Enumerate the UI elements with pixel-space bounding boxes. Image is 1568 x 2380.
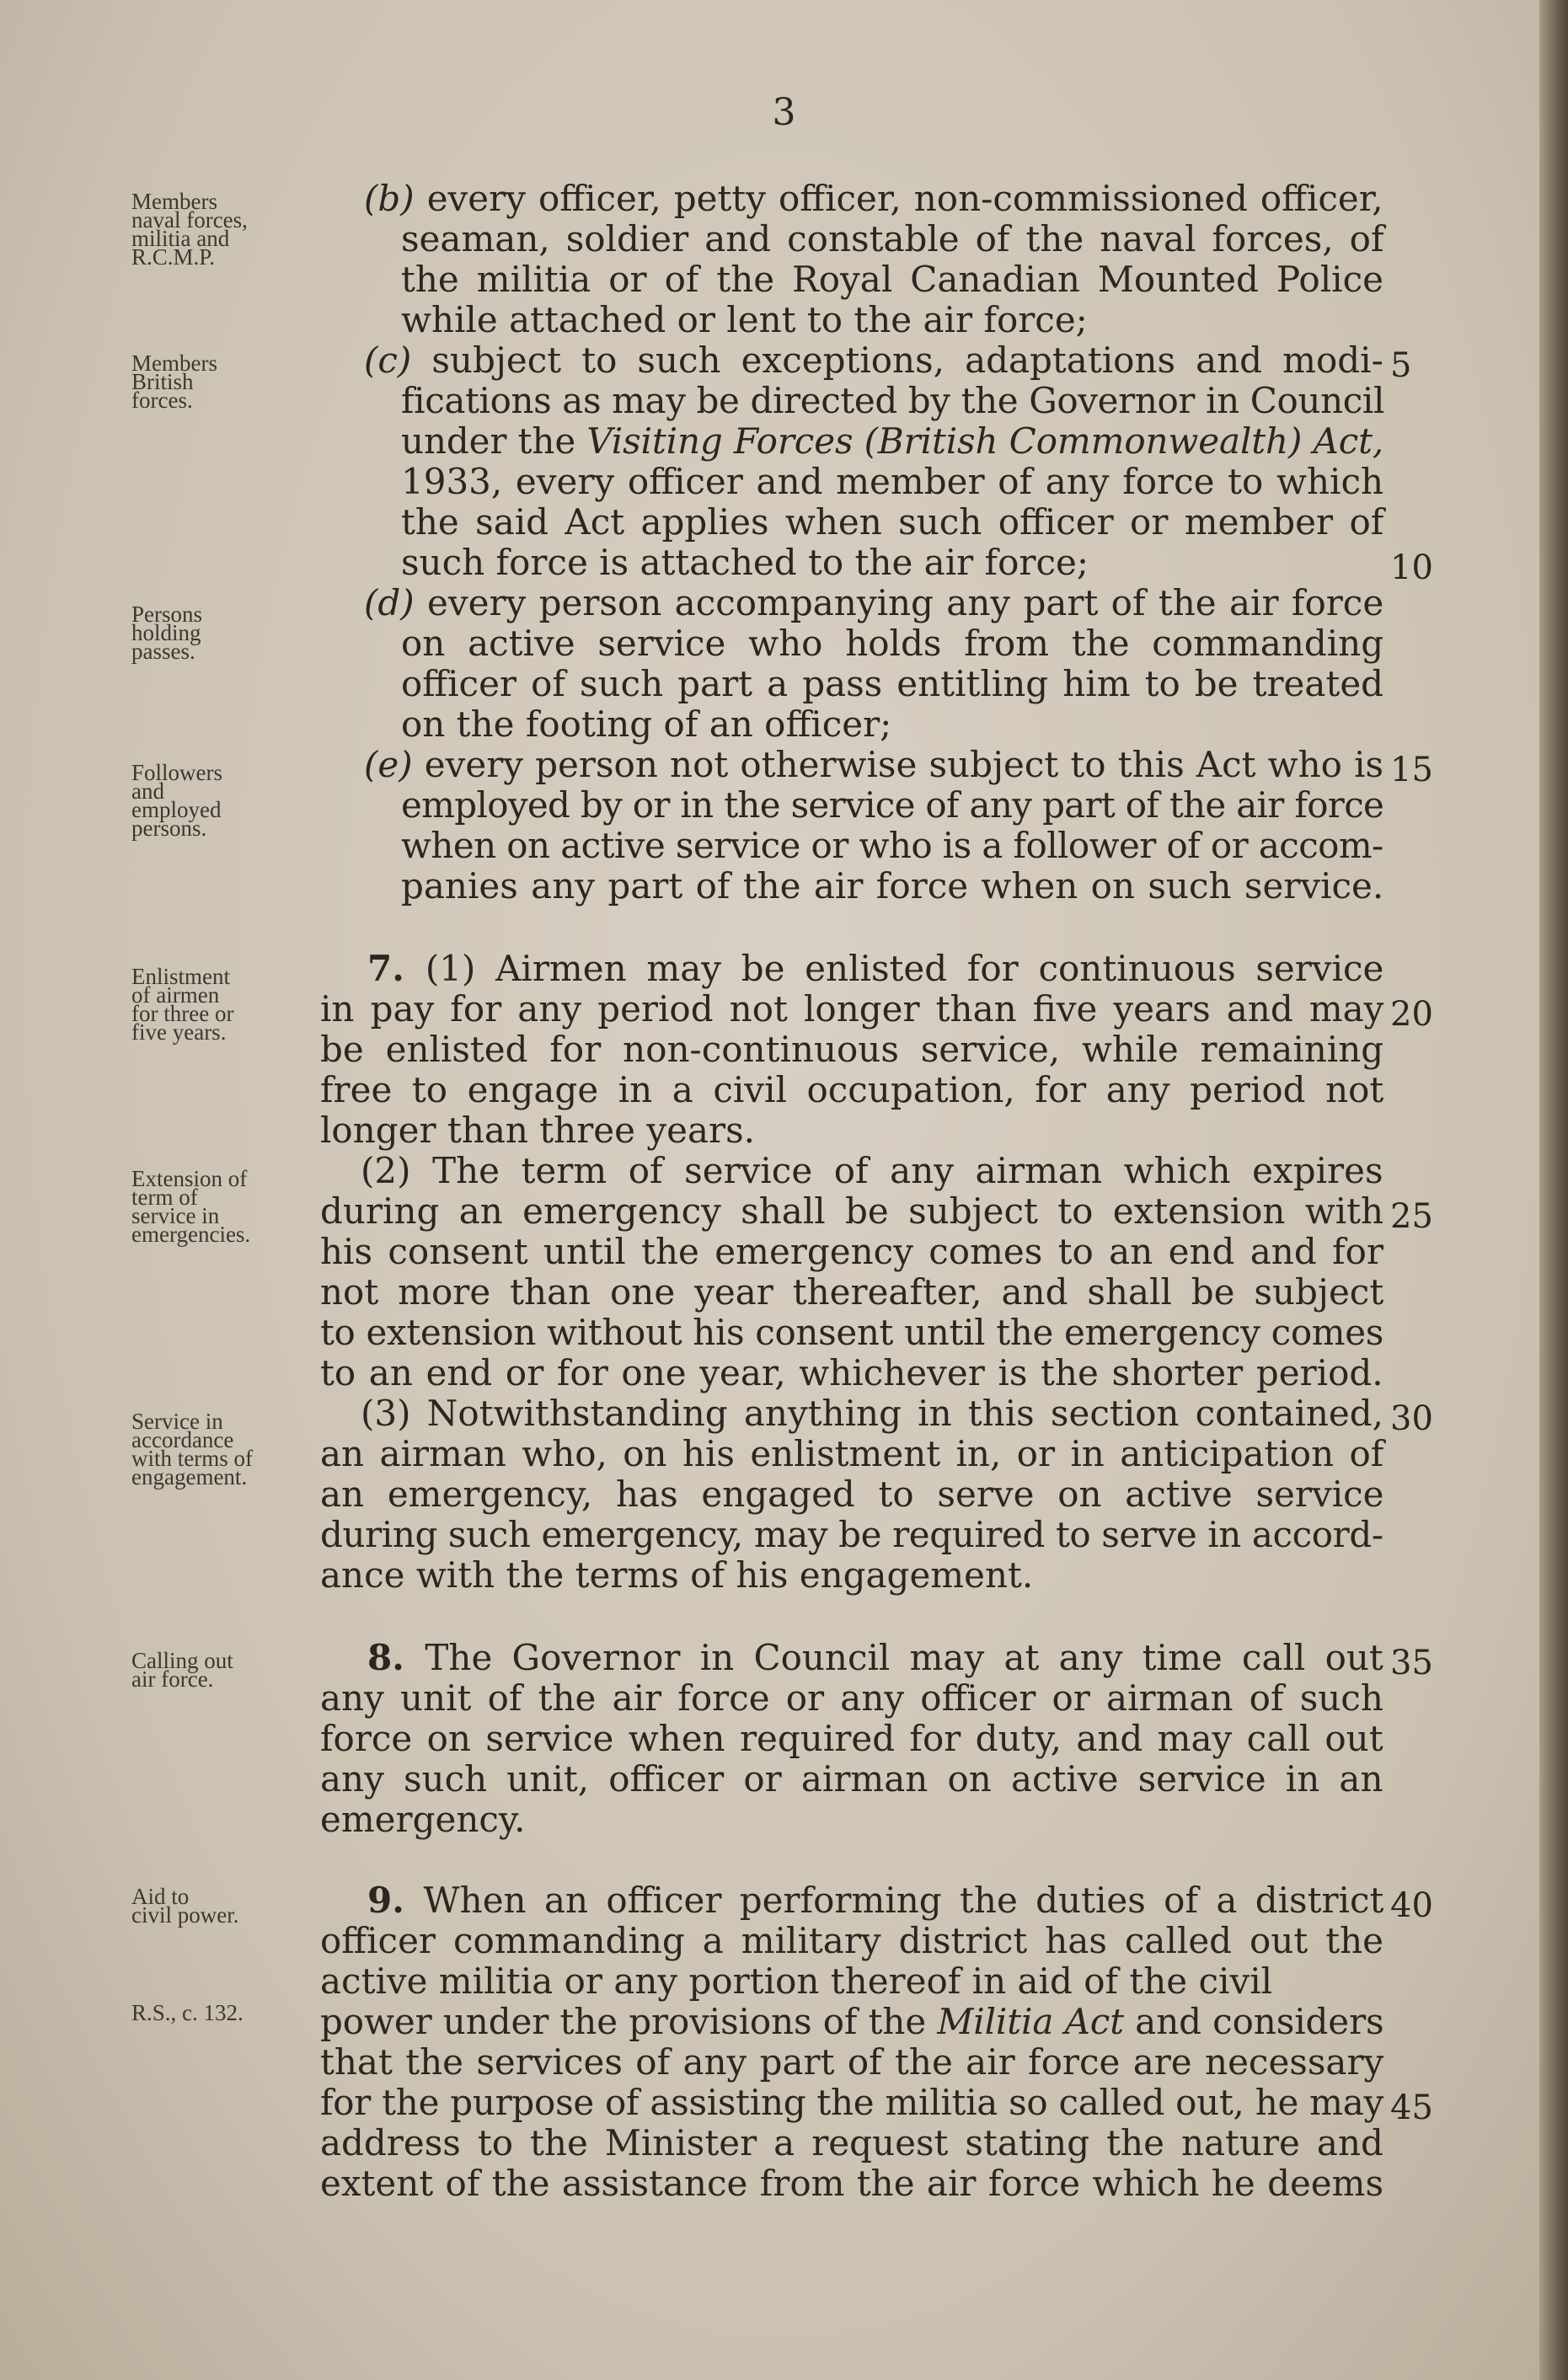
text-line [0,1474,1568,1515]
text-line [0,542,1568,587]
margin-note-line: Aid to [131,1884,190,1909]
text-line [0,1800,1568,1840]
text-segment: address to the Minister a request stating the nature and [320,2122,1383,2163]
text-line [0,1393,1568,1438]
text-segment: When an officer performing the duties of a district [423,1880,1384,1921]
text-segment: (3) Notwithstanding anything in this section contained, [361,1393,1384,1434]
line-number: 45 [1390,2089,1433,2127]
text-segment: under the [401,420,587,462]
margin-note-line: service in [131,1203,220,1228]
section-number: 9. [367,1880,424,1921]
text-segment: officer commanding a military district has called out the [320,1920,1384,1961]
text-segment: every person not otherwise subject to this Act who is [424,744,1384,785]
italic-text: Visiting Forces (British Commonwealth) Act, [586,420,1384,462]
line-number: 25 [1390,1197,1433,1236]
text-segment: such force is attached to the air force; [401,542,1089,583]
text-line [0,1515,1568,1555]
text-segment: (2) The term of service of any airman which expires [361,1150,1383,1191]
margin-note-line: Members [131,350,217,376]
text-line [0,582,1568,627]
text-line [0,1030,1568,1070]
text-segment: panies any part of the air force when on such service. [401,865,1384,907]
section-number: 7. [367,948,425,989]
margin-note-line: for three or [131,1001,234,1026]
text-line [0,1880,1568,1925]
text-line [0,1555,1568,1596]
text-line [0,785,1568,826]
italic-text: (e) [364,744,425,785]
text-segment: an emergency, has engaged to serve on active service [320,1473,1384,1515]
margin-note-line: employed [131,797,222,822]
line-number: 30 [1390,1399,1433,1438]
text-segment: while attached or lent to the air force; [401,299,1088,340]
margin-note-line: R.C.M.P. [131,244,216,270]
italic-text: (c) [364,340,432,381]
text-line [0,2123,1568,2163]
text-line [0,2042,1568,2083]
margin-note-line: British [131,369,194,394]
margin-note-line: term of [131,1185,198,1210]
margin-note-line: with terms of [131,1446,253,1471]
text-line [0,949,1568,989]
text-line [0,1678,1568,1719]
text-segment: longer than three years. [320,1110,755,1151]
text-line [0,1719,1568,1759]
text-segment: during an emergency shall be subject to extension with [320,1190,1384,1232]
text-line [0,866,1568,907]
text-line [0,300,1568,340]
text-line [0,988,1568,1034]
text-segment: on the footing of an officer; [401,703,892,745]
text-segment: subject to such exceptions, adaptations and modi- [431,340,1383,381]
margin-note-line: passes. [131,639,195,664]
text-segment: to extension without his consent until the emergency comes [320,1312,1383,1353]
text-segment: every officer, petty officer, non-commissioned officer, [426,178,1383,219]
text-segment: every person accompanying any part of the air force [427,582,1384,623]
text-line [0,2163,1568,2204]
margin-note-line: civil power. [131,1902,239,1928]
text-segment: officer of such part a pass entitling him to be treated [401,663,1384,704]
line-number: 10 [1390,548,1433,587]
text-segment: in pay for any period not longer than five years and may [320,988,1384,1030]
text-line [0,1921,1568,1961]
text-segment: the militia or of the Royal Canadian Mounted Police [401,259,1383,300]
italic-text: (d) [364,582,428,623]
text-line [0,1434,1568,1474]
margin-note-line: militia and [131,226,230,251]
text-segment: and considers [1124,2001,1384,2042]
text-segment: the said Act applies when such officer or member of [401,501,1384,543]
text-segment: on active service who holds from the commanding [401,623,1384,664]
text-segment: when on active service or who is a follower of or accom- [401,825,1383,866]
text-segment: to an end or for one year, whichever is the shorter period. [320,1352,1383,1393]
text-segment: his consent until the emergency comes to an end and for [320,1231,1383,1272]
text-line [0,2002,1568,2042]
text-line [0,1151,1568,1191]
text-segment: force on service when required for duty, and may call out [320,1718,1383,1759]
text-segment: seaman, soldier and constable of the naval forces, of [401,218,1384,259]
text-segment: free to engage in a civil occupation, for any period not [320,1069,1384,1110]
text-line [0,179,1568,219]
margin-note-line: of airmen [131,982,220,1008]
text-line [0,1232,1568,1272]
margin-note-line: Service in [131,1409,223,1434]
text-line [0,462,1568,502]
margin-note-line: naval forces, [131,207,248,233]
text-line [0,1110,1568,1151]
text-segment: any such unit, officer or airman on active service in an [320,1758,1383,1800]
italic-text: Militia Act [937,2001,1124,2042]
text-line [0,259,1568,300]
section-number: 8. [367,1637,425,1678]
text-line [0,1070,1568,1110]
text-line [0,502,1568,543]
text-segment: The Governor in Council may at any time call out [425,1637,1383,1678]
text-segment: fications as may be directed by the Governor in Council [401,380,1385,421]
text-segment: any unit of the air force or any officer or airman of such [320,1677,1383,1719]
text-segment: that the services of any part of the air force are necessary [320,2041,1384,2083]
text-segment: an airman who, on his enlistment in, or in anticipation of [320,1433,1384,1474]
line-number: 40 [1390,1886,1433,1925]
margin-note-line: air force. [131,1666,214,1692]
margin-note-line: holding [131,620,201,645]
margin-note-line: Followers [131,760,222,785]
line-number: 15 [1390,751,1433,789]
text-line [0,381,1568,421]
margin-note-line: five years. [131,1019,227,1045]
text-line [0,826,1568,866]
margin-note-line: forces. [131,388,193,413]
margin-note-line: persons. [131,816,207,841]
text-segment: not more than one year thereafter, and shall be subject [320,1271,1384,1313]
text-line [0,2082,1568,2127]
margin-note-line: Extension of [131,1166,248,1191]
text-line [0,744,1568,789]
margin-note-line: R.S., c. 132. [131,2000,243,2025]
text-segment: emergency. [320,1799,526,1840]
text-line [0,1272,1568,1313]
line-number: 35 [1390,1644,1433,1682]
text-segment: employed by or in the service of any part of the air force [401,784,1384,826]
text-line [0,421,1568,462]
text-segment: ance with the terms of his engagement. [320,1554,1034,1596]
page-number: 3 [772,91,796,134]
margin-note-line: Members [131,189,217,214]
margin-note-line: and [131,778,164,804]
text-segment: power under the provisions of the [320,2001,938,2042]
text-segment: active militia or any portion thereof in aid of the civil [320,1960,1273,2002]
text-line [0,620,1568,664]
text-line [0,664,1568,704]
line-number: 20 [1390,995,1433,1034]
margin-note-line: engagement. [131,1464,248,1490]
margin-note-line: accordance [131,1427,234,1452]
margin-note-line: Persons [131,602,203,627]
text-segment: extent of the assistance from the air force which he deems [320,2163,1384,2204]
text-segment: 1933, every officer and member of any force to which [401,461,1384,502]
margin-note-line: Enlistment [131,964,230,989]
margin-note-line: emergencies. [131,1222,251,1247]
line-number: 5 [1390,346,1412,385]
margin-note-line: Calling out [131,1648,233,1673]
text-segment: (1) Airmen may be enlisted for continuous service [425,948,1384,989]
text-line [0,1759,1568,1800]
italic-text: (b) [364,178,427,219]
text-line [0,704,1568,745]
text-segment: for the purpose of assisting the militia so called out, he may [320,2082,1383,2123]
text-line [0,1313,1568,1353]
text-segment: be enlisted for non-continuous service, while remaining [320,1029,1384,1070]
text-line [0,219,1568,259]
text-line [0,1353,1568,1393]
text-segment: during such emergency, may be required to serve in accord- [320,1514,1383,1555]
text-line [0,1961,1568,2002]
